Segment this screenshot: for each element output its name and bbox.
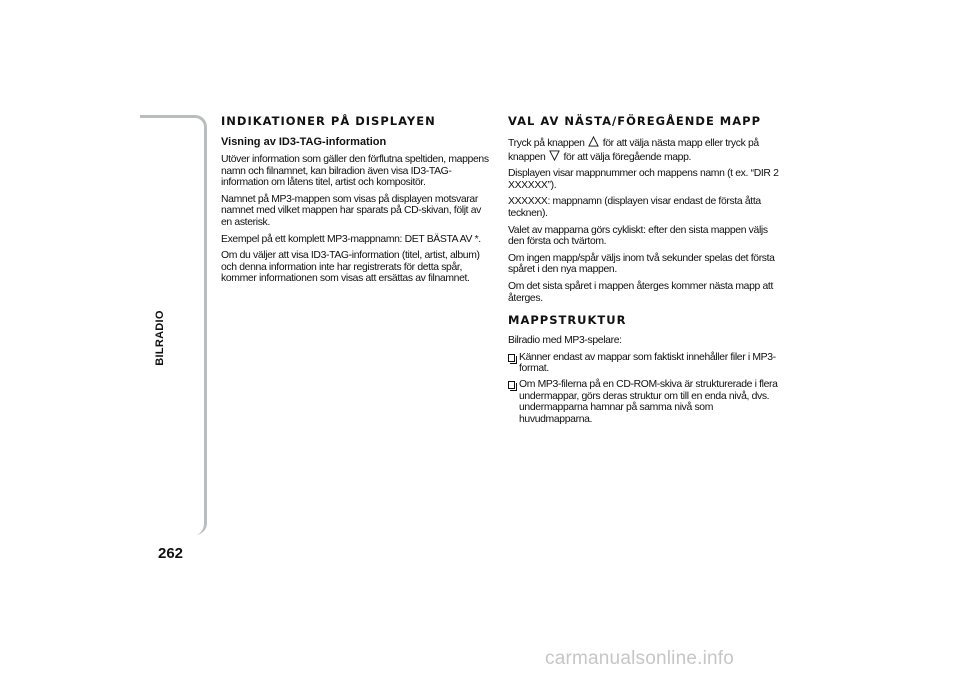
left-column — [221, 114, 493, 290]
section-heading-folder-select: VAL AV NÄSTA/FÖREGÅENDE MAPP — [508, 114, 762, 128]
section-label: BILRADIO — [154, 310, 166, 366]
section-heading-folder-structure: MAPPSTRUKTUR — [508, 313, 627, 328]
checkbox-bullet-icon — [508, 381, 515, 389]
paragraph: XXXXXX: mappnamn (displayen visar endast de första åtta tecknen). — [508, 196, 761, 219]
paragraph: Om ingen mapp/spår väljs inom två sekunder spelas det första spåret i den nya mappen. — [508, 252, 775, 276]
paragraph: Om det sista spåret i mappen återges kommer nästa mapp att återges. — [508, 280, 773, 304]
paragraph: Displayen visar mappnummer och mappens namn (t ex. “DIR 2 XXXXXX”). — [508, 168, 779, 191]
watermark: carmanualsonline.info — [545, 648, 735, 669]
text-segment: för att välja nästa mapp eller tryck på knappen — [508, 138, 759, 163]
text-segment: för att välja föregående mapp. — [563, 151, 692, 163]
checkbox-bullet-icon — [508, 354, 515, 362]
page-number: 262 — [158, 545, 184, 562]
paragraph: Namnet på MP3-mappen som visas på displayen motsvarar namnet med vilket mappen har sparats på CD-skivan, följt av en asterisk. — [221, 193, 482, 228]
bullet-text: Känner endast av mappar som faktiskt innehåller filer i MP3-format. — [519, 351, 776, 375]
subheading-id3: Visning av ID3-TAG-information — [221, 136, 387, 148]
section-heading-display: INDIKATIONER PÅ DISPLAYEN — [221, 114, 436, 128]
bullet-item — [508, 352, 783, 375]
triangle-up-icon — [588, 136, 599, 147]
paragraph: Om du väljer att visa ID3-TAG-information (titel, artist, album) och denna information inte har registrerats för detta spår, kommer informationen som visas att ersättas av filnamnet. — [221, 250, 480, 285]
margin-bracket — [140, 115, 207, 535]
right-column — [508, 114, 783, 429]
paragraph-buttons — [508, 136, 783, 163]
paragraph-intro: Bilradio med MP3-spelare: — [508, 335, 622, 347]
triangle-down-icon — [549, 150, 560, 161]
bullet-item — [508, 379, 783, 425]
paragraph: Valet av mapparna görs cykliskt: efter den sista mappen väljs den första och tvärtom. — [508, 224, 768, 248]
bullet-text: Om MP3-filerna på en CD-ROM-skiva är strukturerade i flera undermappar, görs deras struktur om till en enda nivå, dvs. undermapparna hamnar på samma nivå som huvudmapparna. — [519, 378, 778, 425]
paragraph: Utöver information som gäller den förflutna speltiden, mappens namn och filnamnet, kan bilradion även visa ID3-TAG-information om låtens titel, artist och kompositör. — [221, 154, 489, 189]
paragraph: Exempel på ett komplett MP3-mappnamn: DET BÄSTA AV *. — [221, 233, 481, 245]
text-segment: Tryck på knappen — [508, 138, 585, 149]
